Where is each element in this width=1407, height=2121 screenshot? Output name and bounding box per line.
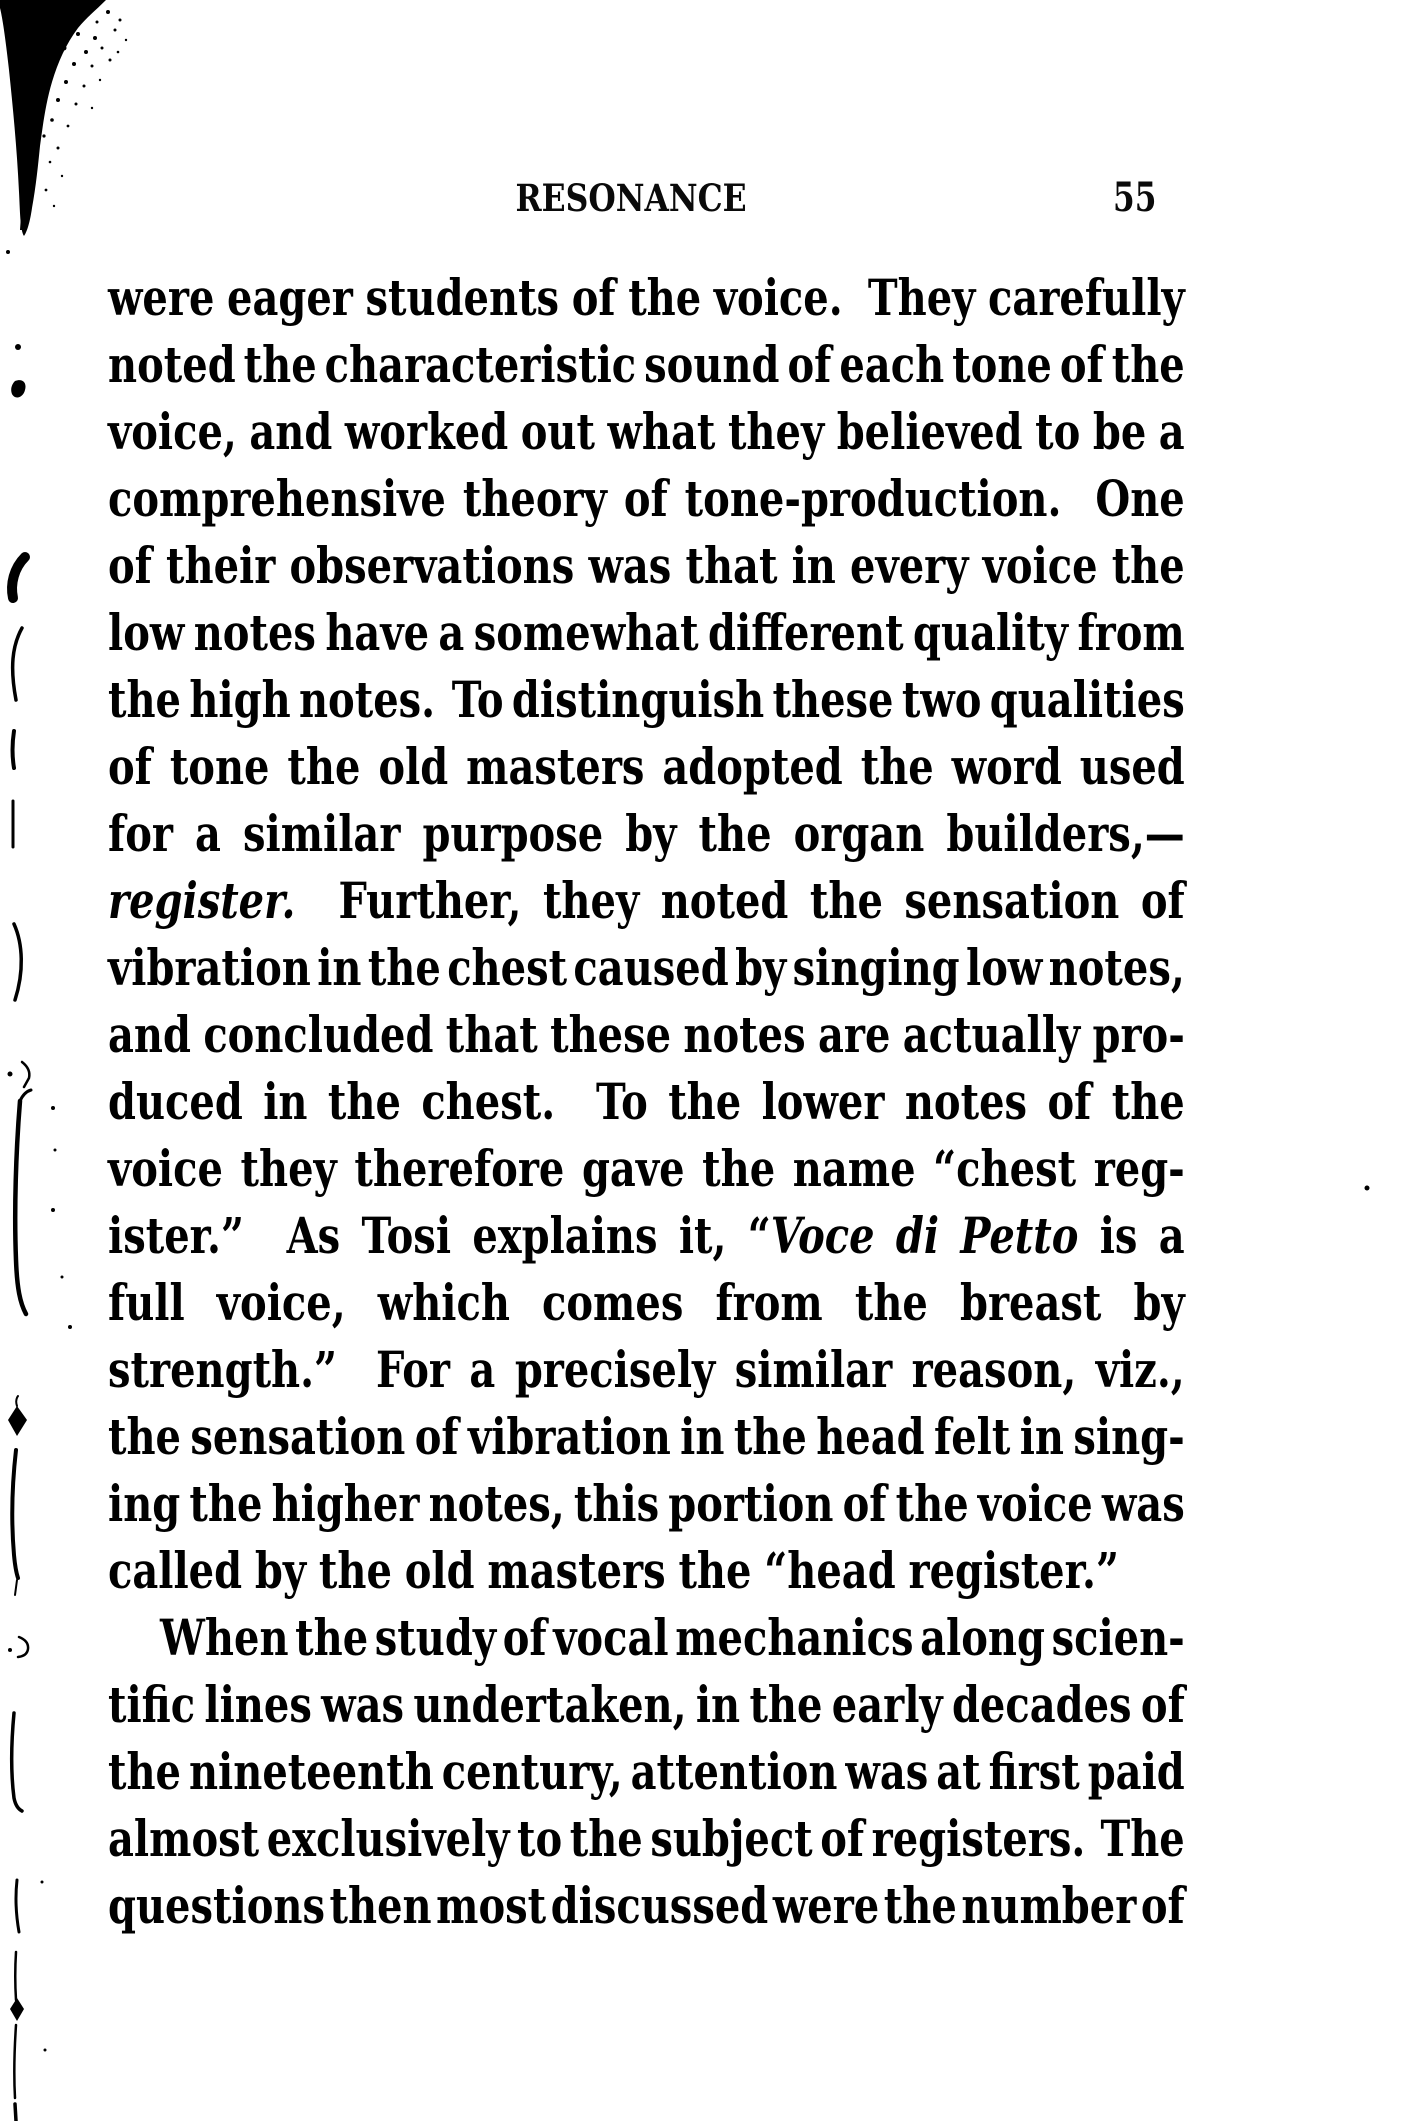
text-line: for a similar purpose by the organ builders,—: [108, 804, 1185, 863]
text-line: vibration in the chest caused by singing low notes,: [108, 938, 1185, 997]
running-head-title: RESONANCE: [515, 176, 747, 220]
body-text-column: [108, 264, 1185, 1939]
text-line: almost exclusively to the subject of registers. The: [108, 1809, 1185, 1868]
text-line: of tone the old masters adopted the word used: [108, 737, 1185, 796]
text-line: questions then most discussed were the number of: [108, 1876, 1185, 1935]
text-line: duced in the chest. To the lower notes of the: [108, 1072, 1185, 1131]
text-line: low notes have a somewhat different quality from: [108, 603, 1185, 662]
text-line: voice they therefore gave the name “chest reg-: [108, 1139, 1185, 1198]
text-line: ister.” As Tosi explains it, “Voce di Petto is a: [108, 1206, 1185, 1265]
ink-blob-artifact: [0, 0, 127, 254]
page-number: 55: [1113, 174, 1157, 221]
text-line: of their observations was that in every voice the: [108, 536, 1185, 595]
text-line: noted the characteristic sound of each tone of the: [108, 335, 1185, 394]
text-line: strength.” For a precisely similar reason, viz.,: [108, 1340, 1185, 1399]
text-line: full voice, which comes from the breast by: [108, 1273, 1185, 1332]
text-line: the nineteenth century, attention was at first paid: [108, 1742, 1185, 1801]
text-line: and concluded that these notes are actually pro-: [108, 1005, 1185, 1064]
text-line: ing the higher notes, this portion of the voice was: [108, 1474, 1185, 1533]
text-line: voice, and worked out what they believed to be a: [108, 402, 1185, 461]
text-line: register. Further, they noted the sensation of: [108, 871, 1185, 930]
text-line: tific lines was undertaken, in the early decades of: [108, 1675, 1185, 1734]
text-line: the sensation of vibration in the head felt in sing-: [108, 1407, 1185, 1466]
text-line: comprehensive theory of tone-production. One: [108, 469, 1185, 528]
text-line: the high notes. To distinguish these two qualities: [108, 670, 1185, 729]
text-line: were eager students of the voice. They carefully: [108, 268, 1185, 327]
text-line: called by the old masters the “head register.”: [108, 1541, 1119, 1600]
text-line: When the study of vocal mechanics along scien-: [160, 1608, 1185, 1667]
